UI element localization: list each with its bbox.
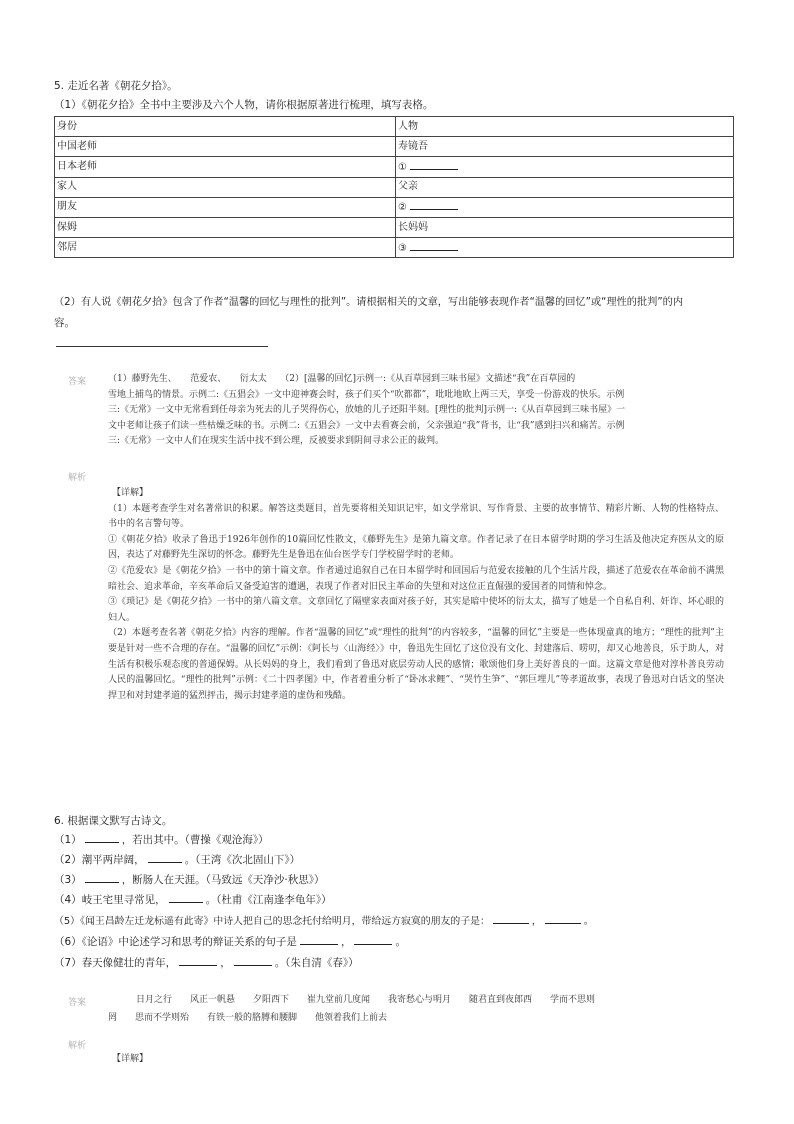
detail-label: 【详解】 xyxy=(112,1054,149,1064)
blank-marker: ① xyxy=(398,161,407,173)
cell-identity: 保姆 xyxy=(55,217,396,237)
table-row xyxy=(55,197,734,217)
q6-item xyxy=(54,853,300,867)
q6-item xyxy=(54,893,332,907)
item-number: （1） xyxy=(54,834,82,846)
answer-blank[interactable] xyxy=(410,200,458,210)
header-identity: 身份 xyxy=(55,117,396,137)
answer-blank[interactable] xyxy=(493,914,529,924)
analysis-paragraph: （1）本题考查学生对名著常识的积累。解答这类题目，首先要将相关知识记牢，如文学常识、写作背景、主要的故事情节、精彩片断、人物的性格特点、书中的名言警句等。 xyxy=(108,503,724,530)
q6-item xyxy=(54,914,594,929)
cell-person xyxy=(396,157,734,177)
table-row xyxy=(55,137,734,157)
q6-title: 6. 根据课文默写古诗文。 xyxy=(54,815,173,827)
item-number: （7） xyxy=(54,957,82,969)
item-text: ， xyxy=(220,957,231,969)
answer-line[interactable] xyxy=(56,346,268,347)
answer-blank[interactable] xyxy=(234,956,272,966)
q5-table xyxy=(54,116,734,258)
answer-blank[interactable] xyxy=(545,914,581,924)
table-row xyxy=(55,157,734,177)
answer-label: 答案 xyxy=(68,998,87,1008)
q6-item xyxy=(54,833,269,847)
q5-analysis-block xyxy=(108,486,724,704)
item-text: ， xyxy=(531,916,542,927)
item-text: 《论语》中论述学习和思考的辩证关系的句子是 xyxy=(81,936,297,948)
cell-identity: 家人 xyxy=(55,177,396,197)
q6-answer-line2: 罔 思而不学则殆 有铁一般的胳膊和腰脚 他领着我们上前去 xyxy=(108,1013,388,1023)
q5-part2-line2: 容。 xyxy=(54,317,75,329)
analysis-label: 解析 xyxy=(68,473,87,483)
item-text: 。 xyxy=(395,936,406,948)
q5-part1: （1）《朝花夕拾》全书中主要涉及六个人物，请你根据原著进行梳理，填写表格。 xyxy=(54,99,434,111)
q5-title: 5. 走近名著《朝花夕拾》。 xyxy=(54,80,178,92)
cell-identity: 朋友 xyxy=(55,197,396,217)
cell-person: 长妈妈 xyxy=(396,217,734,237)
answer-blank[interactable] xyxy=(410,241,458,251)
q6-item xyxy=(54,935,406,949)
cell-person xyxy=(396,197,734,217)
item-text: 。（杜甫《江南逢李龟年》） xyxy=(205,894,332,906)
table-row xyxy=(55,177,734,197)
answer-blank[interactable] xyxy=(354,935,392,945)
item-text: 潮平两岸阔， xyxy=(81,854,145,866)
analysis-paragraph: ①《朝花夕拾》收录了鲁迅于1926年创作的10篇回忆性散文，《藤野先生》是第九篇文章。作者记录了在日本留学时期的学习生活及他决定弃医从文的原因，表达了对藤野先生深切的怀念。藤野先生是鲁迅在仙台医学专门学校留学时的老师。 xyxy=(108,534,724,561)
answer-line-text: 三:《无常》一文中无常看到任母亲为死去的儿子哭得伤心，放她的儿子还阳半刻。[理性的批判]示例一:《从百草园到三味书屋》一 xyxy=(108,405,626,416)
answer-line-text: 雪地上捕鸟的情景。示例二:《五猖会》一文中迎神赛会时，孩子们买个“吹都都”，吡吡地欧上两三天，享受一份游戏的快乐。示例 xyxy=(108,389,625,400)
analysis-paragraph: ②《范爱农》是《朝花夕拾》一书中的第十篇文章。作者通过追叙自己在日本留学时和回国后与范爱农接触的几个生活片段，描述了范爱农在革命前不满黑暗社会、追求革命，辛亥革命后又备受迫害的遭遇，表现了作者对旧民主革命的失望和对这位正直倔强的爱国者的同情和悼念。 xyxy=(108,565,724,592)
cell-person: 父亲 xyxy=(396,177,734,197)
item-text: ，若出其中。（曹操《观沧海》） xyxy=(121,834,269,846)
cell-identity: 日本老师 xyxy=(55,157,396,177)
item-text: 。（王湾《次北固山下》） xyxy=(184,854,301,866)
answer-blank[interactable] xyxy=(179,956,217,966)
item-number: （4） xyxy=(54,894,82,906)
item-text: ， xyxy=(340,936,352,948)
answer-blank[interactable] xyxy=(169,893,203,903)
cell-person: 寿镜吾 xyxy=(396,137,734,157)
item-text: 。（朱自清《春》） xyxy=(274,957,359,969)
blank-marker: ② xyxy=(398,202,407,214)
answer-line-text: 三:《无常》一文中人们在现实生活中找不到公理，反被要求到阴间寻求公正的裁判。 xyxy=(108,436,445,447)
cell-identity: 邻居 xyxy=(55,238,396,258)
answer-line-text: 文中老师让孩子们读一些枯燥乏味的书。示例二:《五猖会》一文中去看赛会前，父亲强迫“我”背书，让“我”感到扫兴和痛苦。示例 xyxy=(108,420,625,431)
answer-blank[interactable] xyxy=(85,833,119,843)
cell-identity: 中国老师 xyxy=(55,137,396,157)
answer-blank[interactable] xyxy=(148,853,182,863)
table-row xyxy=(55,238,734,258)
analysis-paragraph: （2）本题考查名著《朝花夕拾》内容的理解。作者“温馨的回忆”或“理性的批判”的内容较多，“温馨的回忆”主要是一些体现童真的地方；“理性的批判”主要是针对一些不合理的存在。“温馨的回忆”示例：《阿长与〈山海经〉》中，鲁迅先生回忆了这位没有文化、封建落后、唠叨，却又心地善良，乐于助人，对生活有积极乐观态度的普通保姆。从长妈妈的身上，我们看到了鲁迅对底层劳动人民的感情；歌颂他们身上美好善良的一面。这篇文章是他对淳朴善良劳动人民的温馨回忆。“理性的批判”示例：《二十四孝图》中，作者着重分析了“卧冰求鲤”、“哭竹生笋”、“郭巨埋儿”等孝道故事，表现了鲁迅对白话文的坚决捍卫和对封建孝道的猛烈抨击，揭示封建孝道的虚伪和残酷。 xyxy=(108,628,724,701)
detail-label: 【详解】 xyxy=(112,488,149,498)
q5-answer-block xyxy=(108,372,724,450)
q5-part2-line1: （2）有人说《朝花夕拾》包含了作者“温馨的回忆与理性的批判”。请根据相关的文章，写出能够表现作者“温馨的回忆”或“理性的批判”的内 xyxy=(54,297,684,308)
answer-blank[interactable] xyxy=(300,935,338,945)
answer-label: 答案 xyxy=(68,377,87,387)
item-text: 春天像健壮的青年， xyxy=(81,957,177,969)
item-number: （3） xyxy=(54,874,82,886)
cell-person xyxy=(396,238,734,258)
q6-item xyxy=(54,956,359,970)
item-number: （2） xyxy=(54,854,82,866)
blank-marker: ③ xyxy=(398,242,407,254)
analysis-paragraph: ③《琐记》是《朝花夕拾》一书中的第八篇文章。文章回忆了隔壁家表面对孩子好，其实是暗中使坏的衍太太，描写了她是一个自私自利、奸诈、坏心眼的妇人。 xyxy=(108,597,724,623)
item-number: （5） xyxy=(54,916,81,927)
analysis-label: 解析 xyxy=(68,1041,87,1051)
item-text: 岐王宅里寻常见， xyxy=(81,894,166,906)
table-header-row xyxy=(55,117,734,137)
answer-blank[interactable] xyxy=(410,160,458,170)
answer-blank[interactable] xyxy=(85,873,119,883)
table-row xyxy=(55,217,734,237)
q6-answer-line1: 日月之行 风正一帆悬 夕阳西下 崔九堂前几度闻 我寄愁心与明月 随君直到夜郎西 学而不思则 xyxy=(136,995,596,1005)
q6-item xyxy=(54,873,325,887)
item-number: （6） xyxy=(54,936,82,948)
item-text: 《闻王昌龄左迁龙标遥有此寄》中诗人把自己的思念托付给明月，带给远方寂寞的朋友的子是： xyxy=(80,916,490,927)
answer-line-text: （1）藤野先生、 范爱农、 衍太太 （2）[温馨的回忆]示例一:《从百草园到三味书屋》文描述“我”在百草园的 xyxy=(108,374,576,384)
item-text: ，断肠人在天涯。（马致远《天净沙·秋思》） xyxy=(121,874,325,886)
item-text: 。 xyxy=(583,916,594,927)
header-person: 人物 xyxy=(396,117,734,137)
